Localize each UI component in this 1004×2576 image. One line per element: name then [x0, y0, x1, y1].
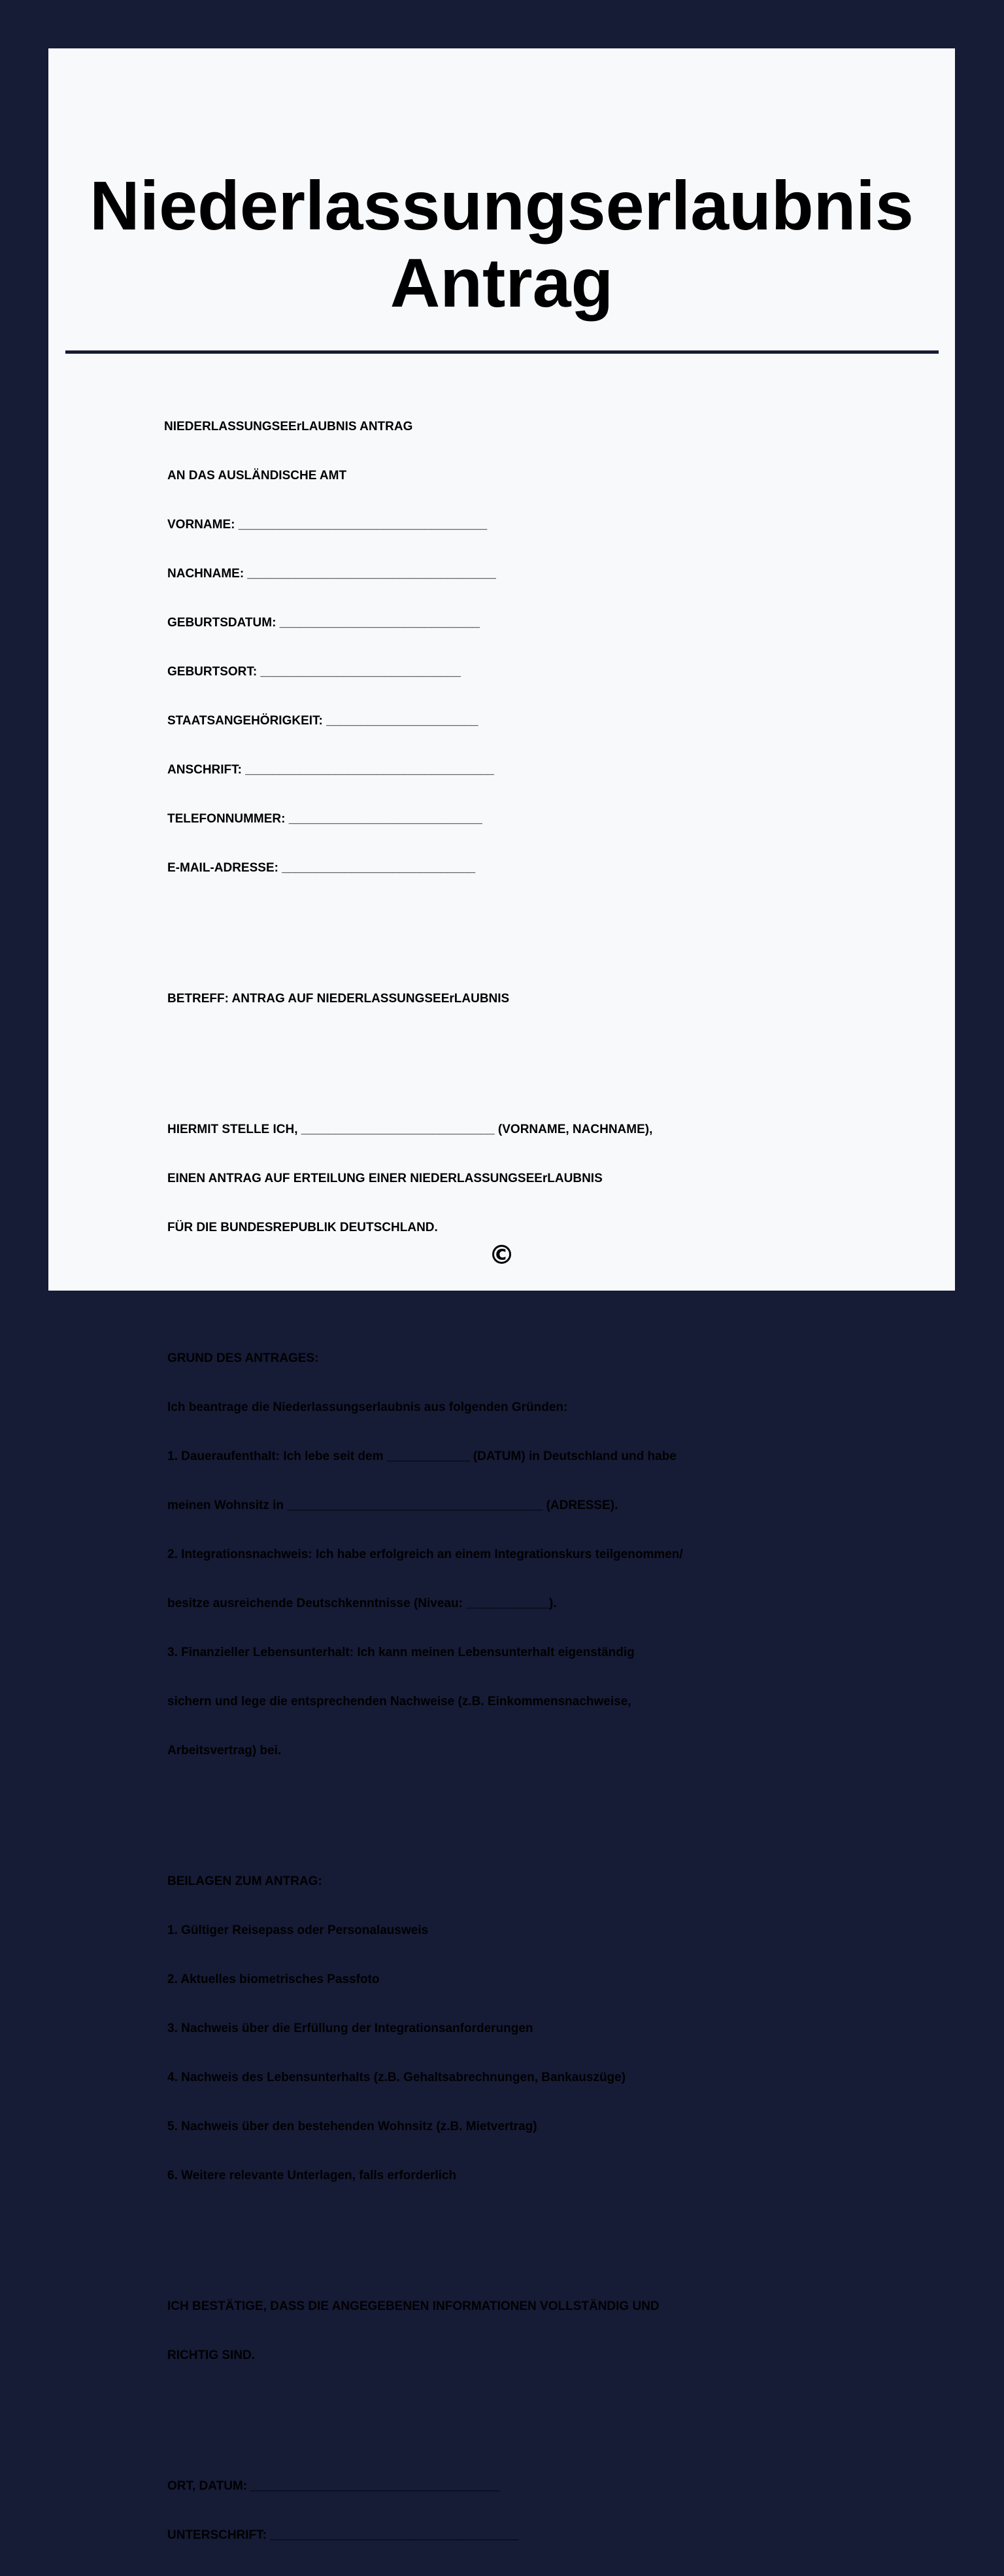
- copyright-icon: ©: [488, 1240, 515, 1270]
- intro-line: FÜR DIE BUNDESREPUBLIK DEUTSCHLAND.: [167, 1221, 438, 1234]
- beilagen-item: 4. Nachweis des Lebensunterhalts (z.B. Gehaltsabrechnungen, Bankauszüge): [167, 2071, 626, 2084]
- beilagen-item: 3. Nachweis über die Erfüllung der Integrationsanforderungen: [167, 2022, 533, 2035]
- vorname-field: VORNAME: ____________________________________: [167, 518, 488, 532]
- grund-line: Ich beantrage die Niederlassungserlaubnis aus folgenden Gründen:: [167, 1400, 568, 1414]
- beilagen-item: 2. Aktuelles biometrisches Passfoto: [167, 1973, 380, 1986]
- telefon-field: TELEFONNUMMER: ____________________________: [167, 812, 482, 826]
- intro-line: HIERMIT STELLE ICH, ____________________________ (VORNAME, NACHNAME),: [167, 1123, 653, 1136]
- beilagen-heading: BEILAGEN ZUM ANTRAG:: [167, 1874, 322, 1888]
- grund-line: Arbeitsvertrag) bei.: [167, 1744, 282, 1757]
- anschrift-field: ANSCHRIFT: ____________________________________: [167, 763, 494, 777]
- confirmation-line: RICHTIG SIND.: [167, 2348, 256, 2362]
- recipient-line: AN DAS AUSLÄNDISCHE AMT: [167, 469, 347, 483]
- unterschrift-field: UNTERSCHRIFT: ____________________________________: [167, 2528, 519, 2542]
- grund-line: besitze ausreichende Deutschkenntnisse (Niveau: ____________).: [167, 1597, 557, 1610]
- confirmation-line: ICH BESTÄTIGE, DASS DIE ANGEGEBENEN INFORMATIONEN VOLLSTÄNDIG UND: [167, 2299, 660, 2313]
- grund-line: 2. Integrationsnachweis: Ich habe erfolgreich an einem Integrationskurs teilgenommen/: [167, 1548, 683, 1561]
- grund-line: meinen Wohnsitz in _____________________________________ (ADRESSE).: [167, 1499, 618, 1512]
- ort-datum-field: ORT, DATUM: ____________________________________: [167, 2479, 499, 2493]
- intro-line: EINEN ANTRAG AUF ERTEILUNG EINER NIEDERLASSUNGSEErLAUBNIS: [167, 1172, 603, 1185]
- grund-line: 3. Finanzieller Lebensunterhalt: Ich kann meinen Lebensunterhalt eigenständig: [167, 1646, 635, 1659]
- beilagen-item: 6. Weitere relevante Unterlagen, falls erforderlich: [167, 2169, 457, 2182]
- betreff-line: BETREFF: ANTRAG AUF NIEDERLASSUNGSEErLAUBNIS: [167, 992, 510, 1006]
- title-line-1: Niederlassungserlaubnis: [90, 167, 914, 245]
- nachname-field: NACHNAME: ____________________________________: [167, 567, 496, 581]
- title-divider: [65, 350, 939, 354]
- beilagen-item: 1. Gültiger Reisepass oder Personalausweis: [167, 1924, 429, 1937]
- grund-line: sichern und lege die entsprechenden Nachweise (z.B. Einkommensnachweise,: [167, 1695, 631, 1708]
- title-line-2: Antrag: [390, 245, 614, 322]
- document-title: [48, 167, 955, 322]
- geburtsort-field: GEBURTSORT: _____________________________: [167, 665, 461, 679]
- letter-body: [164, 386, 821, 2576]
- staatsangehoerigkeit-field: STAATSANGEHÖRIGKEIT: ______________________: [167, 714, 478, 728]
- email-field: E-MAIL-ADRESSE: ____________________________: [167, 861, 476, 875]
- grund-heading: GRUND DES ANTRAGES:: [167, 1351, 319, 1365]
- grund-line: 1. Daueraufenthalt: Ich lebe seit dem ____________ (DATUM) in Deutschland und habe: [167, 1449, 677, 1463]
- document-page: [48, 48, 955, 2542]
- beilagen-item: 5. Nachweis über den bestehenden Wohnsitz (z.B. Mietvertrag): [167, 2120, 537, 2133]
- geburtsdatum-field: GEBURTSDATUM: _____________________________: [167, 616, 480, 630]
- letter-heading: NIEDERLASSUNGSEErLAUBNIS ANTRAG: [164, 420, 413, 433]
